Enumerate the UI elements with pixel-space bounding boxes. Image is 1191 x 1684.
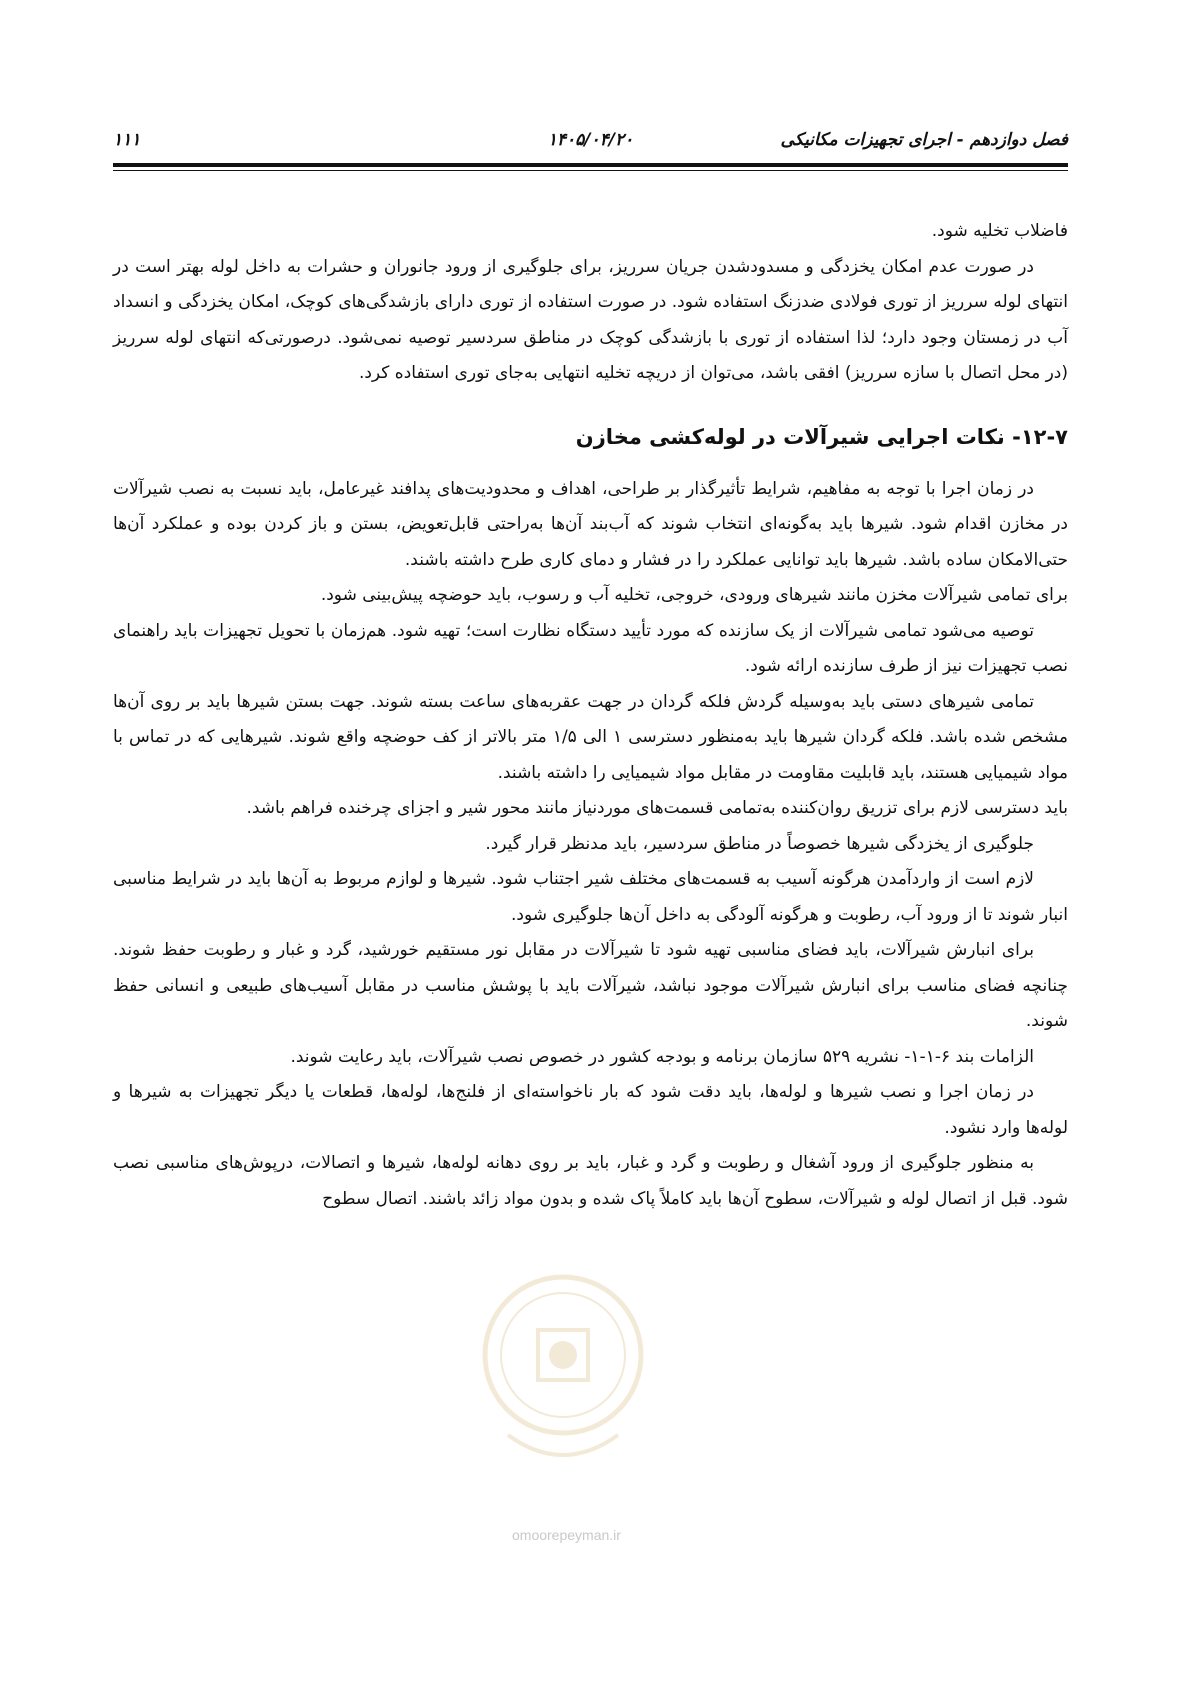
page-header [113,130,1068,154]
paragraph: برای تمامی شیرآلات مخزن مانند شیرهای ورودی، خروجی، تخلیه آب و رسوب، باید حوضچه پیش‌بینی شود. [320,585,1068,605]
header-rule-thin [113,170,1068,171]
body-text [113,214,1068,1217]
watermark-url: omoorepeyman.ir [512,1527,621,1543]
watermark-seal-icon [478,1260,648,1490]
paragraph: در صورت عدم امکان یخزدگی و مسدودشدن جریان سرریز، برای جلوگیری از ورود جانوران و حشرات به داخل لوله بهتر است در انتهای لوله سرریز از توری فولادی ضدزنگ استفاده شود. در صورت استفاده از توری دارای بازشدگی‌های کوچک، امکان یخزدگی و انسداد آب در زمستان وجود دارد؛ لذا استفاده از توری با بازشدگی کوچک در مناطق سردسیر توصیه نمی‌شود. درصورتی‌که انتهای لوله سرریز (در محل اتصال با سازه سرریز) افقی باشد، می‌توان از دریچه تخلیه انتهایی به‌جای توری استفاده کرد. [113,256,1068,383]
paragraph: لازم است از واردآمدن هرگونه آسیب به قسمت‌های مختلف شیر اجتناب شود. شیرها و لوازم مربوط به آن‌ها باید در شرایط مناسبی انبار شوند تا از ورود آب، رطوبت و هرگونه آلودگی به داخل آن‌ها جلوگیری شود. [113,869,1068,925]
page-number: ۱۱۱ [113,130,141,150]
header-rule-thick [113,163,1068,167]
paragraph: باید دسترسی لازم برای تزریق روان‌کننده به‌تمامی قسمت‌های موردنیاز مانند محور شیر و اجزای چرخنده فراهم باشد. [246,798,1068,818]
paragraph: برای انبارش شیرآلات، باید فضای مناسبی تهیه شود تا شیرآلات در مقابل نور مستقیم خورشید، گرد و غبار و رطوبت حفظ شوند. چنانچه فضای مناسب برای انبارش شیرآلات موجود نباشد، شیرآلات باید با پوشش مناسب در مقابل آسیب‌های طبیعی و انسانی حفظ شوند. [113,940,1068,1031]
paragraph: فاضلاب تخلیه شود. [931,221,1068,241]
chapter-title: فصل دوازدهم - اجرای تجهیزات مکانیکی [780,130,1068,150]
paragraph: به منظور جلوگیری از ورود آشغال و رطوبت و گرد و غبار، باید بر روی دهانه لوله‌ها، شیرها و اتصالات، درپوش‌های مناسبی نصب شود. قبل از اتصال لوله و شیرآلات، سطوح آن‌ها باید کاملاً پاک شده و بدون مواد زائد باشند. اتصال سطوح [113,1153,1068,1209]
section-heading: ۱۲-۷- نکات اجرایی شیرآلات در لوله‌کشی مخازن [575,424,1068,449]
paragraph: در زمان اجرا با توجه به مفاهیم، شرایط تأثیرگذار بر طراحی، اهداف و محدودیت‌های پدافند غیرعامل، باید نسبت به نصب شیرآلات در مخازن اقدام شود. شیرها باید به‌گونه‌ای انتخاب شوند که آب‌بند آن‌ها به‌راحتی قابل‌تعویض، بستن و باز کردن بوده و عملکرد آن‌ها حتی‌الامکان ساده باشد. شیرها باید توانایی عملکرد را در فشار و دمای کاری طرح داشته باشند. [113,478,1068,570]
paragraph: جلوگیری از یخزدگی شیرها خصوصاً در مناطق سردسیر، باید مدنظر قرار گیرد. [485,833,1034,854]
paragraph: الزامات بند ۶-۱-۱- نشریه ۵۲۹ سازمان برنامه و بودجه کشور در خصوص نصب شیرآلات، باید رعایت شوند. [290,1046,1034,1067]
paragraph: در زمان اجرا و نصب شیرها و لوله‌ها، باید دقت شود که بار ناخواسته‌ای از فلنج‌ها، لوله‌ها، قطعات یا دیگر تجهیزات به شیرها و لوله‌ها وارد نشود. [113,1082,1068,1138]
paragraph: تمامی شیرهای دستی باید به‌وسیله گردش فلکه گردان در جهت عقربه‌های ساعت بسته شوند. جهت بستن شیرها باید بر روی آن‌ها مشخص شده باشد. فلکه گردان شیرها باید به‌منظور دسترسی ۱ الی ۱/۵ متر بالاتر از کف حوضچه واقع شوند. شیرهایی که در تماس با مواد شیمیایی هستند، باید قابلیت مقاومت در مقابل مواد شیمیایی را داشته باشند. [113,691,1068,783]
paragraph: توصیه می‌شود تمامی شیرآلات از یک سازنده که مورد تأیید دستگاه نظارت است؛ تهیه شود. هم‌زمان با تحویل تجهیزات باید راهنمای نصب تجهیزات نیز از طرف سازنده ارائه شود. [113,620,1068,676]
header-date: ۱۴۰۵/۰۴/۲۰ [547,130,634,150]
